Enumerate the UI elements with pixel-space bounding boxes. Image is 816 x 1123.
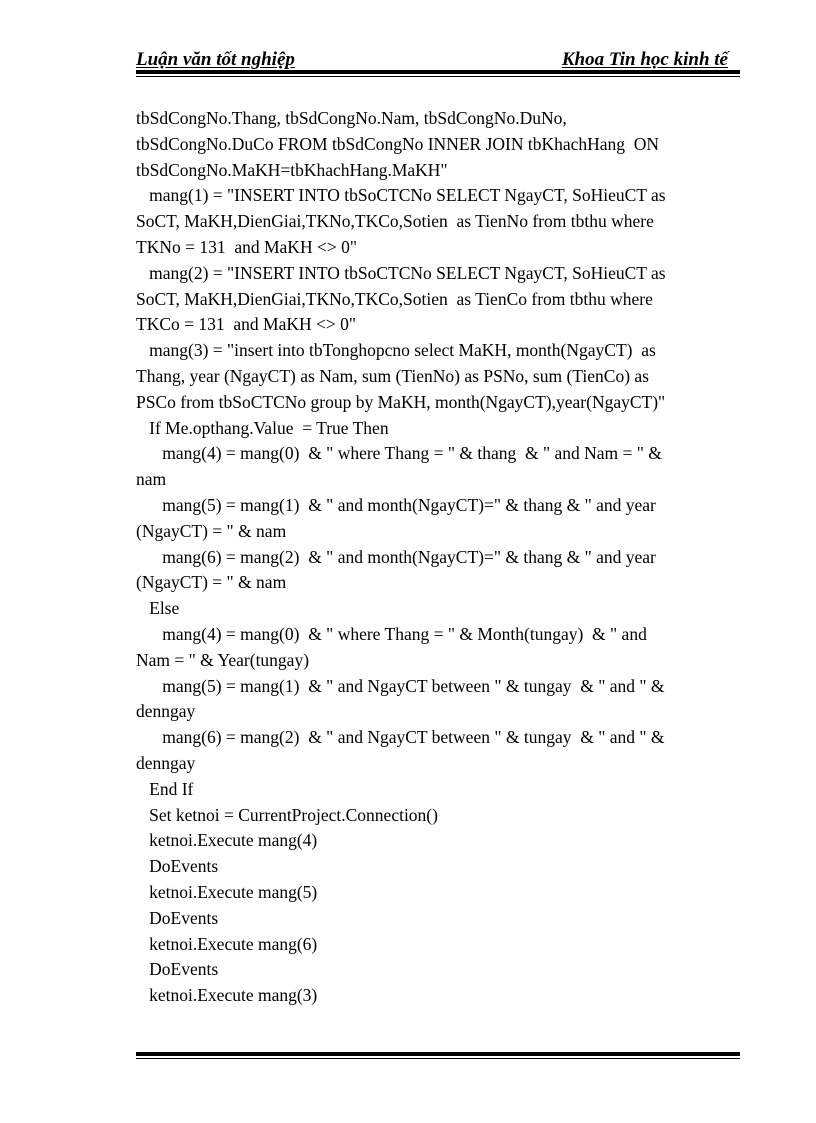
code-line: mang(4) = mang(0) & " where Thang = " & Month(tungay) & " and xyxy=(136,623,647,644)
header-rule-thin xyxy=(136,76,740,77)
code-line: tbSdCongNo.DuCo FROM tbSdCongNo INNER JOIN tbKhachHang ON xyxy=(136,133,660,154)
code-line: tbSdCongNo.MaKH=tbKhachHang.MaKH" xyxy=(136,159,448,180)
code-line: SoCT, MaKH,DienGiai,TKNo,TKCo,Sotien as TienNo from tbthu where xyxy=(136,211,654,232)
code-line: ketnoi.Execute mang(4) xyxy=(136,830,318,851)
code-line: mang(3) = "insert into tbTonghopcno select MaKH, month(NgayCT) as xyxy=(136,340,656,361)
code-line: mang(1) = "INSERT INTO tbSoCTCNo SELECT NgayCT, SoHieuCT as xyxy=(136,185,666,206)
code-line: (NgayCT) = " & nam xyxy=(136,572,287,593)
code-line: ketnoi.Execute mang(5) xyxy=(136,881,318,902)
code-line: Else xyxy=(136,598,180,619)
code-line: Nam = " & Year(tungay) xyxy=(136,649,310,670)
code-line: mang(5) = mang(1) & " and month(NgayCT)=" & thang & " and year xyxy=(136,494,656,515)
code-line: TKNo = 131 and MaKH <> 0" xyxy=(136,236,357,257)
code-line: SoCT, MaKH,DienGiai,TKNo,TKCo,Sotien as TienCo from tbthu where xyxy=(136,288,653,309)
code-line: DoEvents xyxy=(136,907,219,928)
code-line: tbSdCongNo.Thang, tbSdCongNo.Nam, tbSdCongNo.DuNo, xyxy=(136,108,567,128)
header-left-title: Luận văn tốt nghiệp xyxy=(136,49,295,70)
code-line: mang(6) = mang(2) & " and NgayCT between " & tungay & " and " & xyxy=(136,727,665,748)
footer-rule-thin xyxy=(136,1058,740,1059)
footer-rule-thick xyxy=(136,1052,740,1056)
code-listing xyxy=(136,106,740,1009)
code-line: denngay xyxy=(136,752,196,773)
code-line: Set ketnoi = CurrentProject.Connection() xyxy=(136,804,438,825)
code-line: denngay xyxy=(136,701,196,722)
code-line: mang(6) = mang(2) & " and month(NgayCT)=" & thang & " and year xyxy=(136,546,656,567)
code-line: (NgayCT) = " & nam xyxy=(136,520,287,541)
code-line: ketnoi.Execute mang(6) xyxy=(136,933,318,954)
code-line: DoEvents xyxy=(136,856,219,877)
code-line: End If xyxy=(136,778,194,799)
code-line: Thang, year (NgayCT) as Nam, sum (TienNo) as PSNo, sum (TienCo) as xyxy=(136,365,649,386)
code-line: PSCo from tbSoCTCNo group by MaKH, month(NgayCT),year(NgayCT)" xyxy=(136,391,666,412)
code-line: mang(2) = "INSERT INTO tbSoCTCNo SELECT NgayCT, SoHieuCT as xyxy=(136,262,666,283)
code-line: nam xyxy=(136,469,167,490)
code-line: mang(5) = mang(1) & " and NgayCT between " & tungay & " and " & xyxy=(136,675,665,696)
code-line: If Me.opthang.Value = True Then xyxy=(136,417,389,438)
code-line: ketnoi.Execute mang(3) xyxy=(136,985,318,1006)
code-line: mang(4) = mang(0) & " where Thang = " & thang & " and Nam = " & xyxy=(136,443,662,464)
page-header xyxy=(136,48,740,72)
code-line: DoEvents xyxy=(136,959,219,980)
header-rule-thick xyxy=(136,70,740,74)
header-right-title: Khoa Tin học kinh tế xyxy=(561,49,728,70)
code-line: TKCo = 131 and MaKH <> 0" xyxy=(136,314,356,335)
